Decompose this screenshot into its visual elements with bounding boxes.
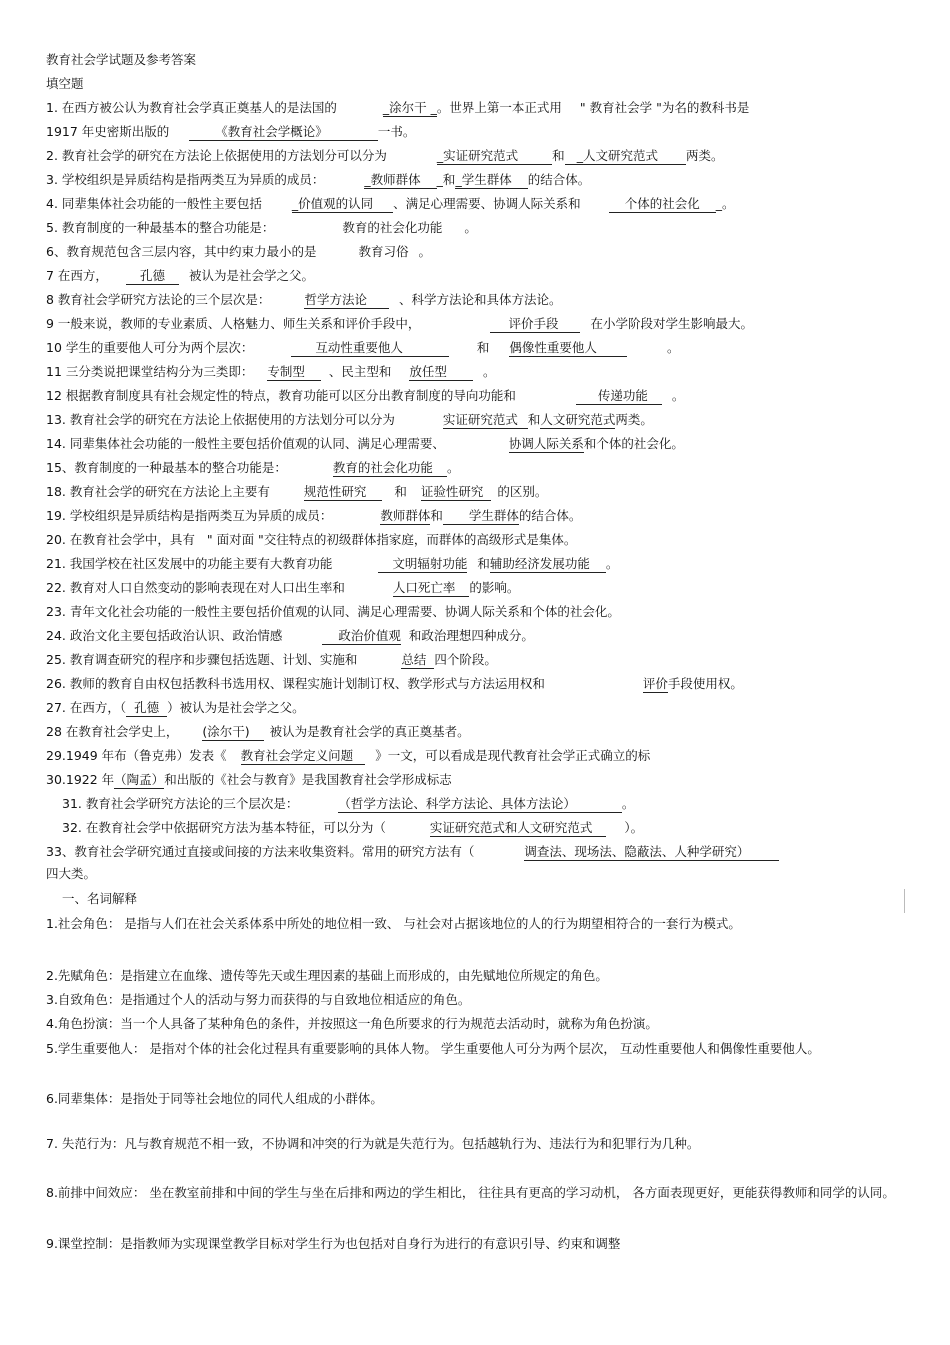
question-3: 3. 学校组织是异质结构是指两类互为异质的成员： _教师群体 _和_学生群体 的结合体。: [46, 172, 591, 187]
answer-blank: 偶像性重要他人: [509, 340, 627, 357]
question-20: 20. 在教育社会学中，具有 " 面对面 "交往特点的初级群体指家庭，而群体的高级形式是集体。: [46, 532, 577, 547]
answer-blank: _涂尔干 _: [382, 100, 437, 115]
page-edge-mark: [904, 889, 905, 913]
answer-blank: 实证研究范式: [443, 412, 528, 429]
question-19: 19. 学校组织是异质结构是指两类互为异质的成员： 教师群体和 学生群体的结合体。: [46, 508, 582, 523]
answer-text: " 面对面 ": [206, 532, 264, 547]
answer-blank: 互动性重要他人: [291, 340, 449, 357]
answer-text: 教育习俗: [358, 244, 409, 259]
question-10: 10 学生的重要他人可分为两个层次： 互动性重要他人 和 偶像性重要他人 。: [46, 340, 680, 355]
question-4: 4. 同辈集体社会功能的一般性主要包括 _价值观的认同 、满足心理需要、协调人际关系和 个体的社会化 _。: [46, 196, 735, 211]
question-12: 12 根据教育制度具有社会规定性的特点，教育功能可以区分出教育制度的导向功能和 传递功能 。: [46, 388, 685, 403]
definition-6: 6.同辈集体：是指处于同等社会地位的同代人组成的小群体。: [46, 1091, 383, 1106]
answer-blank: 专制型: [267, 364, 321, 381]
question-28: 28 在教育社会学史上， (涂尔干) 被认为是教育社会学的真正奠基者。: [46, 724, 470, 739]
question-30: 30.1922 年（陶孟）和出版的《社会与教育》是我国教育社会学形成标志: [46, 772, 452, 787]
answer-blank: 人文研究范式: [540, 412, 616, 427]
question-18: 18. 教育社会学的研究在方法论上主要有 规范性研究 和 证验性研究 的区别。: [46, 484, 548, 499]
answer-blank: 孔德: [126, 268, 179, 285]
answer-blank: 规范性研究: [304, 484, 383, 501]
question-11: 11 三分类说把课堂结构分为三类即： 专制型 、民主型和 放任型 。: [46, 364, 496, 379]
answer-blank: 孔德: [126, 700, 167, 717]
answer-blank: 文明辐射功能: [378, 556, 467, 573]
definition-4: 4.角色扮演：当一个人具备了某种角色的条件，并按照这一角色所要求的行为规范去活动时，就称为角色扮演。: [46, 1016, 658, 1031]
question-32: 32. 在教育社会学中依据研究方法为基本特征，可以分为（ 实证研究范式和人文研究范式 ）。: [62, 820, 644, 835]
definition-2: 2.先赋角色：是指建立在血缘、遗传等先天或生理因素的基础上而形成的，由先赋地位所规定的角色。: [46, 968, 608, 983]
question-21: 21. 我国学校在社区发展中的功能主要有大教育功能 文明辐射功能 和辅助经济发展功能 。: [46, 556, 619, 571]
answer-blank: 评价: [642, 676, 668, 691]
question-2: 2. 教育社会学的研究在方法论上依据使用的方法划分可以分为 _实证研究范式 和 _人文研究范式 两类。: [46, 148, 724, 163]
definition-9: 9.课堂控制：是指教师为实现课堂教学目标对学生行为也包括对自身行为进行的有意识引导、约束和调整: [46, 1236, 621, 1251]
question-7: 7 在西方， 孔德 被认为是社会学之父。: [46, 268, 314, 283]
question-15: 15、教育制度的一种最基本的整合功能是： 教育的社会化功能 。: [46, 460, 460, 475]
answer-blank: _学生群体: [455, 172, 527, 189]
answer-blank: 调查法、现场法、隐蔽法、人种学研究）: [524, 844, 779, 861]
question-9: 9 一般来说，教师的专业素质、人格魅力、师生关系和评价手段中， 评价手段 在小学阶段对学生影响最大。: [46, 316, 753, 331]
answer-blank: 教师群体: [380, 508, 431, 523]
answer-blank: 放任型: [409, 364, 473, 381]
question-14: 14. 同辈集体社会功能的一般性主要包括价值观的认同、满足心理需要、 协调人际关系和个体的社会化。: [46, 436, 684, 451]
answer-blank: （陶孟）: [114, 772, 165, 787]
answer-blank: _实证研究范式: [437, 148, 552, 165]
question-25: 25. 教育调查研究的程序和步骤包括选题、计划、实施和 总结 四个阶段。: [46, 652, 497, 667]
question-1-cont: 1917 年史密斯出版的 《教育社会学概论》 一书。: [46, 124, 416, 139]
question-22: 22. 教育对人口自然变动的影响表现在对人口出生率和 人口死亡率 的影响。: [46, 580, 520, 595]
answer-blank: 评价手段: [490, 316, 580, 333]
question-13: 13. 教育社会学的研究在方法论上依据使用的方法划分可以分为 实证研究范式 和人文研究范式两类。: [46, 412, 653, 427]
question-27: 27. 在西方，（ 孔德 ）被认为是社会学之父。: [46, 700, 305, 715]
question-8: 8 教育社会学研究方法论的三个层次是： 哲学方法论 、科学方法论和具体方法论。: [46, 292, 562, 307]
definition-1: 1.社会角色： 是指与人们在社会关系体系中所处的地位相一致、 与社会对占据该地位的人的行为期望相符合的一套行为模式。: [46, 916, 741, 931]
answer-blank: 协调人际关系: [508, 436, 584, 451]
question-24: 24. 政治文化主要包括政治认识、政治情感 政治价值观 和政治理想四种成分。: [46, 628, 534, 643]
question-26: 26. 教师的教育自由权包括教科书选用权、课程实施计划制订权、教学形式与方法运用权和 评价手段使用权。: [46, 676, 743, 691]
question-33-cont: 四大类。: [46, 866, 97, 881]
answer-blank: 《教育社会学概论》: [189, 124, 378, 141]
answer-blank: _价值观的认同: [292, 196, 393, 213]
definition-7: 7. 失范行为：凡与教育规范不相一致，不协调和冲突的行为就是失范行为。包括越轨行为、违法行为和犯罪行为几种。: [46, 1136, 700, 1151]
definition-8: 8.前排中间效应： 坐在教室前排和中间的学生与坐在后排和两边的学生相比， 往往具有更高的学习动机， 各方面表现更好，更能获得教师和同学的认同。: [46, 1185, 895, 1200]
answer-blank: 教育的社会化功能: [333, 460, 447, 477]
answer-blank: 哲学方法论: [304, 292, 389, 309]
answer-blank: 实证研究范式和人文研究范式: [430, 820, 607, 837]
answer-blank: (涂尔干): [202, 724, 263, 741]
question-33: 33、教育社会学研究通过直接或间接的方法来收集资料。常用的研究方法有（ 调查法、现场法、隐蔽法、人种学研究）: [46, 843, 779, 861]
question-31: 31. 教育社会学研究方法论的三个层次是： （哲学方法论、科学方法论、具体方法论） 。: [62, 796, 635, 811]
section-heading-definitions: 一、名词解释: [62, 891, 138, 906]
answer-blank: _人文研究范式: [565, 148, 686, 165]
answer-blank: 人口死亡率: [393, 580, 470, 597]
answer-blank: _教师群体: [364, 172, 436, 189]
answer-blank: 教育社会学定义问题: [241, 748, 366, 765]
document-title: 教育社会学试题及参考答案: [46, 52, 197, 67]
answer-blank: （哲学方法论、科学方法论、具体方法论）: [338, 796, 622, 813]
question-1: 1. 在西方被公认为教育社会学真正奠基人的是法国的 _涂尔干 _。世界上第一本正式用 " 教育社会学 "为名的教科书是: [46, 100, 750, 115]
answer-blank: 辅助经济发展功能: [490, 556, 606, 573]
answer-blank: 政治价值观: [322, 628, 401, 645]
answer-blank: 证验性研究: [421, 484, 492, 501]
answer-blank: 总结: [401, 652, 434, 669]
answer-blank: 个体的社会化: [609, 196, 716, 213]
question-29: 29.1949 年布（鲁克弗）发表《 教育社会学定义问题 》一文，可以看成是现代教育社会学正式确立的标: [46, 748, 651, 763]
answer-blank: 传递功能: [576, 388, 662, 405]
answer-text: 教育的社会化功能: [342, 220, 443, 235]
question-5: 5. 教育制度的一种最基本的整合功能是： 教育的社会化功能 。: [46, 220, 477, 235]
definition-3: 3.自致角色：是指通过个人的活动与努力而获得的与自致地位相适应的角色。: [46, 992, 471, 1007]
section-heading-fill: 填空题: [46, 76, 84, 91]
question-6: 6、教育规范包含三层内容，其中约束力最小的是 教育习俗 。: [46, 244, 431, 259]
question-23: 23. 青年文化社会功能的一般性主要包括价值观的认同、满足心理需要、协调人际关系和个体的社会化。: [46, 604, 620, 619]
definition-5: 5.学生重要他人： 是指对个体的社会化过程具有重要影响的具体人物。 学生重要他人可分为两个层次， 互动性重要他人和偶像性重要他人。: [46, 1041, 820, 1056]
answer-blank: 学生群体: [443, 508, 519, 525]
